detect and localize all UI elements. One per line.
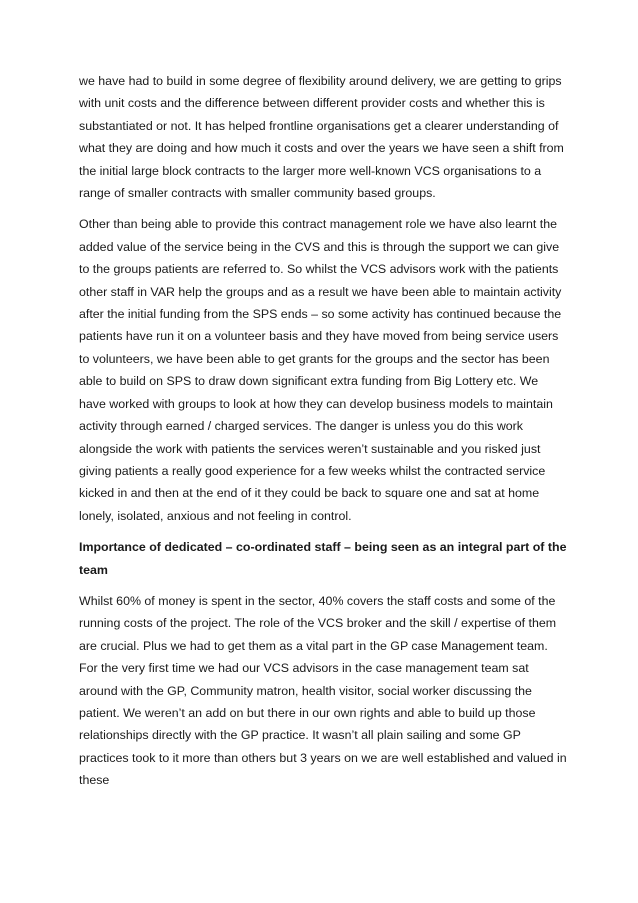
- paragraph-added-value: Other than being able to provide this contract management role we have also learnt the added value of the service being in the CVS and this is through the support we can give to the groups patients are referred to. So whilst the VCS advisors work with the patients other staff in VAR help the groups and as a result we have been able to maintain activity after the initial funding from the SPS ends – so some activity has continued because the patients have run it on a volunteer basis and they have moved from being service users to volunteers, we have been able to get grants for the groups and the sector has been able to build on SPS to draw down significant extra funding from Big Lottery etc. We have worked with groups to look at how they can develop business models to maintain activity through earned / charged services. The danger is unless you do this work alongside the work with patients the services weren’t sustainable and you risked just giving patients a really good experience for a few weeks whilst the contracted service kicked in and then at the end of it they could be back to square one and sat at home lonely, isolated, anxious and not feeling in control.: [79, 217, 562, 523]
- document-page: [79, 70, 567, 801]
- paragraph-delivery-flexibility: we have had to build in some degree of flexibility around delivery, we are getting to grips with unit costs and the difference between different provider costs and whether this is substantiated or not. It has helped frontline organisations get a clearer understanding of what they are doing and how much it costs and over the years we have seen a shift from the initial large block contracts to the larger more well-known VCS organisations to a range of smaller contracts with smaller community based groups.: [79, 74, 564, 201]
- section-heading: Importance of dedicated – co-ordinated staff – being seen as an integral part of the team: [79, 540, 567, 577]
- paragraph-staff-costs: Whilst 60% of money is spent in the sector, 40% covers the staff costs and some of the running costs of the project. The role of the VCS broker and the skill / expertise of them are crucial. Plus we had to get them as a vital part in the GP case Management team. For the very first time we had our VCS advisors in the case management team sat around with the GP, Community matron, health visitor, social worker discussing the patient. We weren’t an add on but there in our own rights and able to build up those relationships directly with the GP practice. It wasn’t all plain sailing and some GP practices took to it more than others but 3 years on we are well established and valued in these: [79, 593, 567, 788]
